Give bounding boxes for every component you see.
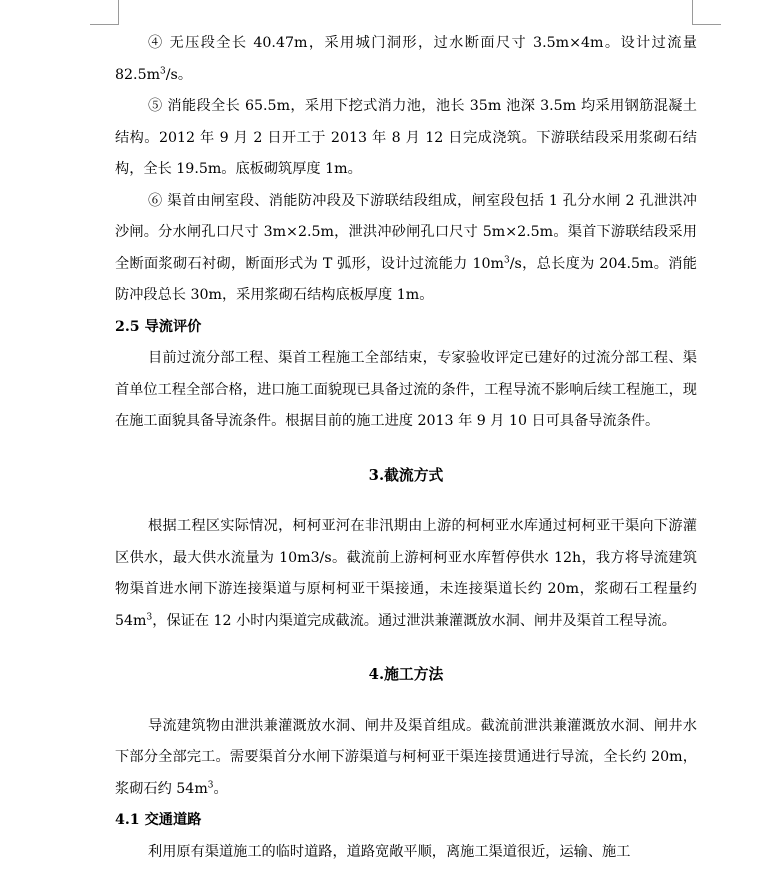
paragraph-item-4: ④ 无压段全长 40.47m，采用城门洞形，过水断面尺寸 3.5m×4m。设计过流量 $82.5m^3/s$。 <box>115 35 697 83</box>
paragraph-item-5: ⑤ 消能段全长 65.5m，采用下挖式消力池，池长 35m 池深 3.5m 均采用钢筋混凝土结构。2012 年 9 月 2 日开工于 2013 年 8 月 12 日完成浇筑。下游联结段采用浆砌石结构，全长 19.5m。底板砌筑厚度 1m。 <box>115 98 697 177</box>
paragraph-construction-method: 导流建筑物由泄洪兼灌溉放水洞、闸井及渠首组成。截流前泄洪兼灌溉放水洞、闸井水下部分全部完工。需要渠首分水闸下游渠道与柯柯亚干渠连接贯通进行导流，全长约 20m，浆砌石约 $54m^3$。 <box>115 717 697 797</box>
page-corner-mark-right <box>692 0 721 25</box>
page-corner-mark-left <box>90 0 119 25</box>
chapter-heading-3: 3.截流方式 <box>368 466 444 484</box>
paragraph-item-6: ⑥ 渠首由闸室段、消能防冲段及下游联结段组成，闸室段包括 1 孔分水闸 2 孔泄洪冲沙闸。分水闸孔口尺寸 3m×2.5m，泄洪冲砂闸孔口尺寸 5m×2.5m。渠首下游联结段采用全断面浆砌石衬砌，断面形式为 T 弧形，设计过流能力 $10m^3/s$，总长度为 204.5m。消能防冲段总长 30m，采用浆砌石结构底板厚度 1m。 <box>115 192 697 303</box>
paragraph-traffic-roads: 利用原有渠道施工的临时道路，道路宽敞平顺，离施工渠道很近，运输、施工 <box>148 843 631 860</box>
section-heading-2-5: 2.5 导流评价 <box>115 318 202 335</box>
paragraph-diversion-evaluation: 目前过流分部工程、渠首工程施工全部结束，专家验收评定已建好的过流分部工程、渠首单位工程全部合格，进口施工面貌现已具备过流的条件，工程导流不影响后续工程施工，现在施工面貌具备导流条件。根据目前的施工进度 2013 年 9 月 10 日可具备导流条件。 <box>115 350 697 429</box>
document-page <box>115 28 697 868</box>
chapter-heading-4: 4.施工方法 <box>368 666 444 683</box>
section-heading-4-1: 4.1 交通道路 <box>115 812 202 828</box>
paragraph-closure-method: 根据工程区实际情况，柯柯亚河在非汛期由上游的柯柯亚水库通过柯柯亚干渠向下游灌区供水，最大供水流量为 10m3/s。截流前上游柯柯亚水库暂停供水 12h，我方将导流建筑物渠首进水闸下游连接渠道与原柯柯亚干渠接通，未连接渠道长约 20m，浆砌石工程量约 $54m^3$，保证在 12 小时内渠道完成截流。通过泄洪兼灌溉放水洞、闸井及渠首工程导流。 <box>115 518 697 629</box>
